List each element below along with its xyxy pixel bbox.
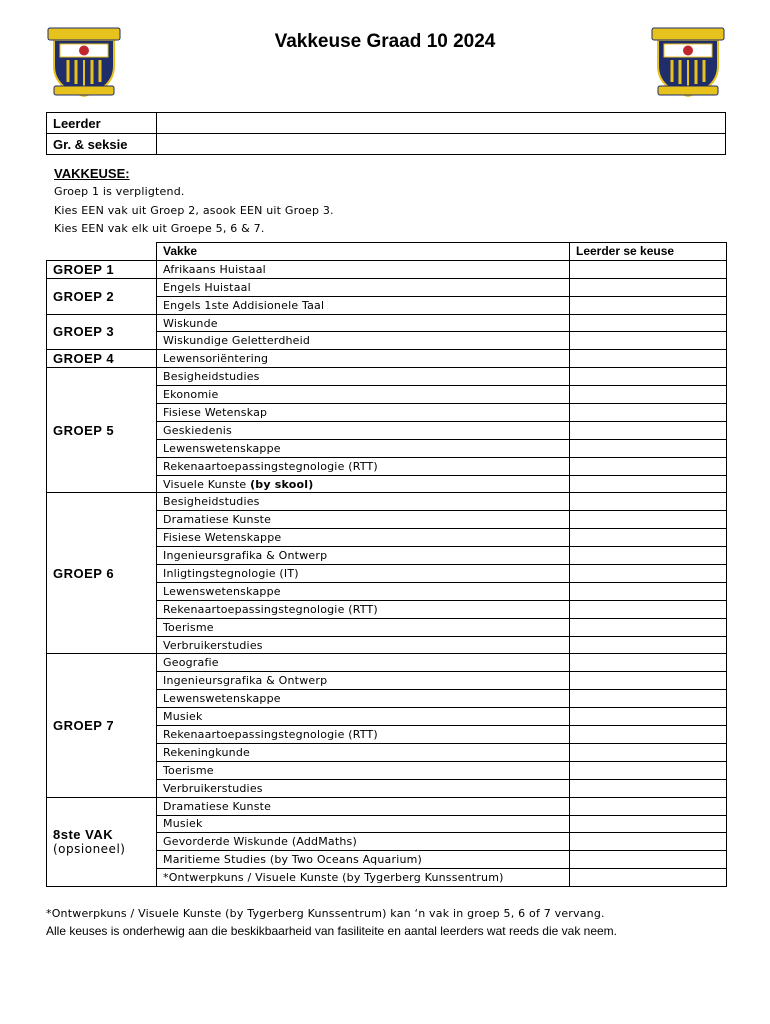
subject-cell <box>157 350 570 368</box>
learner-choice-cell[interactable] <box>570 851 727 869</box>
subject-name: Toerisme <box>163 763 214 777</box>
learner-name-field[interactable] <box>157 113 726 134</box>
table-row <box>47 350 727 368</box>
learner-choice-cell[interactable] <box>570 260 727 278</box>
learner-choice-cell[interactable] <box>570 314 727 332</box>
subject-name: Rekeningkunde <box>163 745 250 759</box>
subject-name: Wiskunde <box>163 316 218 330</box>
subject-name: Musiek <box>163 817 203 831</box>
learner-choice-cell[interactable] <box>570 600 727 618</box>
group-name: GROEP 2 <box>53 288 115 304</box>
learner-choice-cell[interactable] <box>570 386 727 404</box>
subject-name: Ingenieursgrafika & Ontwerp <box>163 549 328 563</box>
group-subtitle: (opsioneel) <box>53 842 126 857</box>
header-subjects: Vakke <box>157 243 570 261</box>
subject-cell <box>157 672 570 690</box>
group-name: GROEP 1 <box>53 261 115 277</box>
learner-choice-cell[interactable] <box>570 582 727 600</box>
subject-name: Besigheidstudies <box>163 370 260 384</box>
subject-name: Visuele Kunste <box>163 477 247 491</box>
subject-name: Musiek <box>163 710 203 724</box>
learner-choice-cell[interactable] <box>570 368 727 386</box>
subject-cell <box>157 547 570 565</box>
group-name: GROEP 4 <box>53 351 115 367</box>
subject-name: *Ontwerpkuns / Visuele Kunste (by Tygerberg Kunssentrum) <box>163 871 504 885</box>
footnote-ontwerpkuns: *Ontwerpkuns / Visuele Kunste (by Tygerberg Kunssentrum) kan ‘n vak in groep 5, 6 of 7 vervang. <box>46 907 605 920</box>
subject-cell <box>157 851 570 869</box>
group-label <box>47 654 157 797</box>
grade-section-field[interactable] <box>157 134 726 155</box>
group-name: GROEP 3 <box>53 324 115 340</box>
subject-cell <box>157 869 570 887</box>
subject-note: (by skool) <box>250 477 314 491</box>
subject-cell <box>157 726 570 744</box>
table-header-row <box>47 243 727 261</box>
subject-cell <box>157 529 570 547</box>
learner-choice-cell[interactable] <box>570 404 727 422</box>
subject-cell <box>157 278 570 296</box>
group-name: GROEP 7 <box>53 718 115 734</box>
instruction-line: Groep 1 is verpligtend. <box>54 185 185 198</box>
learner-choice-cell[interactable] <box>570 690 727 708</box>
table-row <box>47 278 727 296</box>
learner-choice-cell[interactable] <box>570 278 727 296</box>
learner-choice-cell[interactable] <box>570 618 727 636</box>
learner-choice-cell[interactable] <box>570 529 727 547</box>
subject-cell <box>157 439 570 457</box>
learner-choice-cell[interactable] <box>570 743 727 761</box>
subject-cell <box>157 761 570 779</box>
table-row <box>47 493 727 511</box>
subject-cell <box>157 368 570 386</box>
group-name: 8ste VAK <box>53 827 114 843</box>
learner-choice-cell[interactable] <box>570 779 727 797</box>
learner-choice-cell[interactable] <box>570 475 727 493</box>
learner-choice-cell[interactable] <box>570 833 727 851</box>
learner-choice-cell[interactable] <box>570 547 727 565</box>
subject-name: Gevorderde Wiskunde (AddMaths) <box>163 835 357 849</box>
group-label <box>47 797 157 886</box>
subject-cell <box>157 636 570 654</box>
learner-choice-cell[interactable] <box>570 457 727 475</box>
subject-name: Toerisme <box>163 620 214 634</box>
learner-choice-cell[interactable] <box>570 332 727 350</box>
grade-section-label: Gr. & seksie <box>47 134 157 155</box>
subject-name: Verbruikerstudies <box>163 781 263 795</box>
subject-name: Lewenswetenskappe <box>163 584 281 598</box>
crest-emblem <box>652 28 724 96</box>
subject-cell <box>157 260 570 278</box>
subject-name: Besigheidstudies <box>163 495 260 509</box>
header-learner-choice: Leerder se keuse <box>570 243 727 261</box>
group-label <box>47 278 157 314</box>
subject-cell <box>157 386 570 404</box>
subject-name: Lewenswetenskappe <box>163 692 281 706</box>
subject-name: Afrikaans Huistaal <box>163 262 266 276</box>
subject-name: Lewenswetenskappe <box>163 441 281 455</box>
table-row <box>47 654 727 672</box>
subject-name: Maritieme Studies (by Two Oceans Aquarium) <box>163 853 423 867</box>
subject-cell <box>157 600 570 618</box>
subject-cell <box>157 618 570 636</box>
subject-cell <box>157 833 570 851</box>
learner-choice-cell[interactable] <box>570 672 727 690</box>
group-name: GROEP 6 <box>53 565 115 581</box>
footnote-availability: Alle keuses is onderhewig aan die beskikbaarheid van fasiliteite en aantal leerders wat reeds die vak neem. <box>46 924 618 938</box>
learner-choice-cell[interactable] <box>570 421 727 439</box>
subject-cell <box>157 475 570 493</box>
instruction-line: Kies EEN vak elk uit Groepe 5, 6 & 7. <box>54 222 265 235</box>
subject-name: Dramatiese Kunste <box>163 513 272 527</box>
learner-choice-cell[interactable] <box>570 493 727 511</box>
table-row <box>47 314 727 332</box>
subject-name: Fisiese Wetenskap <box>163 405 268 419</box>
subject-choice-table <box>46 242 727 887</box>
learner-choice-cell[interactable] <box>570 708 727 726</box>
group-name: GROEP 5 <box>53 422 115 438</box>
group-label <box>47 368 157 493</box>
subject-cell <box>157 779 570 797</box>
subject-cell <box>157 404 570 422</box>
learner-choice-cell[interactable] <box>570 815 727 833</box>
learner-choice-cell[interactable] <box>570 565 727 583</box>
subject-name: Rekenaartoepassingstegnologie (RTT) <box>163 459 378 473</box>
subject-name: Inligtingstegnologie (IT) <box>163 566 299 580</box>
table-row <box>47 368 727 386</box>
subject-cell <box>157 296 570 314</box>
learner-choice-cell[interactable] <box>570 654 727 672</box>
page-title: Vakkeuse Graad 10 2024 <box>274 31 496 52</box>
subject-name: Fisiese Wetenskappe <box>163 531 282 545</box>
subject-cell <box>157 797 570 815</box>
learner-choice-cell[interactable] <box>570 350 727 368</box>
learner-choice-cell[interactable] <box>570 869 727 887</box>
group-label <box>47 260 157 278</box>
subject-name: Rekenaartoepassingstegnologie (RTT) <box>163 602 378 616</box>
subject-cell <box>157 457 570 475</box>
learner-choice-cell[interactable] <box>570 797 727 815</box>
subject-name: Verbruikerstudies <box>163 638 263 652</box>
subject-cell <box>157 493 570 511</box>
learner-choice-cell[interactable] <box>570 726 727 744</box>
subject-name: Rekenaartoepassingstegnologie (RTT) <box>163 727 378 741</box>
group-label <box>47 493 157 654</box>
table-row <box>47 260 727 278</box>
learner-choice-cell[interactable] <box>570 761 727 779</box>
subject-name: Ingenieursgrafika & Ontwerp <box>163 674 328 688</box>
instruction-line: Kies EEN vak uit Groep 2, asook EEN uit Groep 3. <box>54 204 334 217</box>
subject-name: Engels Huistaal <box>163 280 251 294</box>
subject-name: Lewensoriëntering <box>163 352 269 366</box>
learner-info-table <box>46 112 726 155</box>
subject-cell <box>157 332 570 350</box>
subject-name: Geskiedenis <box>163 423 232 437</box>
subject-name: Geografie <box>163 656 219 670</box>
subject-cell <box>157 708 570 726</box>
subject-cell <box>157 511 570 529</box>
grade-section-row <box>47 134 726 155</box>
header-blank-cell <box>47 243 157 261</box>
subject-cell <box>157 582 570 600</box>
subject-cell <box>157 743 570 761</box>
subject-name: Engels 1ste Addisionele Taal <box>163 298 325 312</box>
learner-choice-cell[interactable] <box>570 511 727 529</box>
vakkeuse-heading: VAKKEUSE: <box>54 166 130 181</box>
subject-name: Ekonomie <box>163 388 219 402</box>
learner-choice-cell[interactable] <box>570 439 727 457</box>
subject-cell <box>157 314 570 332</box>
subject-cell <box>157 690 570 708</box>
group-label <box>47 350 157 368</box>
school-crest-right <box>650 26 726 98</box>
subject-cell <box>157 565 570 583</box>
group-label <box>47 314 157 350</box>
learner-choice-cell[interactable] <box>570 296 727 314</box>
subject-cell <box>157 815 570 833</box>
table-row <box>47 797 727 815</box>
subject-name: Wiskundige Geletterdheid <box>163 334 311 348</box>
learner-label: Leerder <box>47 113 157 134</box>
subject-name: Dramatiese Kunste <box>163 799 272 813</box>
learner-choice-cell[interactable] <box>570 636 727 654</box>
learner-row <box>47 113 726 134</box>
subject-cell <box>157 654 570 672</box>
subject-cell <box>157 421 570 439</box>
